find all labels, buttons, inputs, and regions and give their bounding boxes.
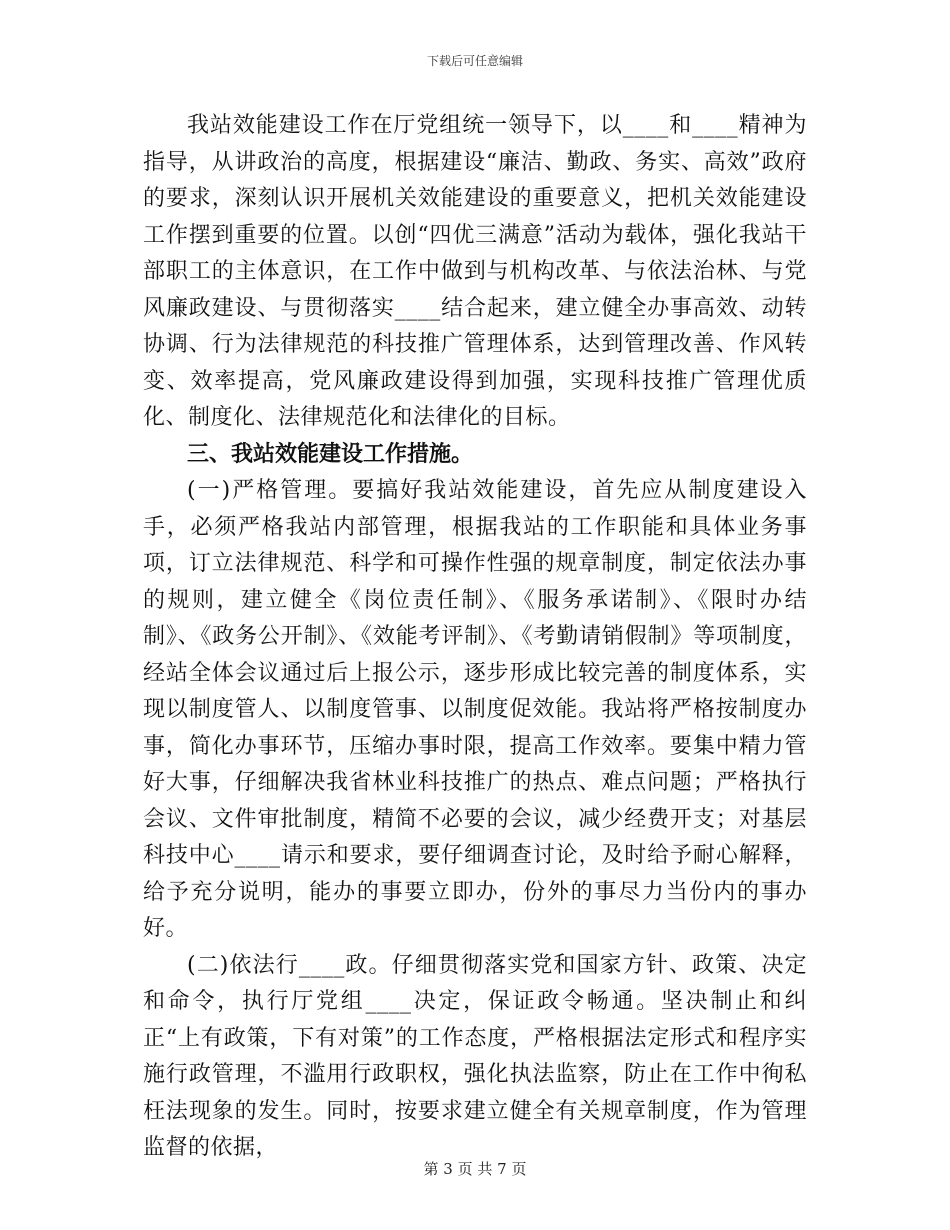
paragraph-efficiency-overview: 我站效能建设工作在厅党组统一领导下，以____和____精神为指导，从讲政治的高度，根据建设“廉洁、勤政、务实、高效”政府的要求，深刻认识开展机关效能建设的重要意义，把机关效能建设工作摆到重要的位置。以创“四优三满意”活动为载体，强化我站干部职工的主体意识，在工作中做到与机构改革、与依法治林、与党风廉政建设、与贯彻落实____结合起来，建立健全办事高效、动转协调、行为法律规范的科技推广管理体系，达到管理改善、作风转变、效率提高，党风廉政建设得到加强，实现科技推广管理优质化、制度化、法律规范化和法律化的目标。 [143,113,807,430]
section-heading-measures: 三、我站效能建设工作措施。 [187,441,474,467]
paragraph-strict-management: (一)严格管理。要搞好我站效能建设，首先应从制度建设入手，必须严格我站内部管理，根据我站的工作职能和具体业务事项，订立法律规范、科学和可操作性强的规章制度，制定依法办事的规则，建立健全《岗位责任制》、《服务承诺制》、《限时办结制》、《政务公开制》、《效能考评制》、《考勤请销假制》等项制度，经站全体会议通过后上报公示，逐步形成比较完善的制度体系，实现以制度管人、以制度管事、以制度促效能。我站将严格按制度办事，简化办事环节，压缩办事时限，提高工作效率。要集中精力管好大事，仔细解决我省林业科技推广的热点、难点问题；严格执行会议、文件审批制度，精简不必要的会议，减少经费开支；对基层科技中心____请示和要求，要仔细调查讨论，及时给予耐心解释，给予充分说明，能办的事要立即办，份外的事尽力当份内的事办好。 [143,478,807,941]
page-number-footer: 第 3 页 共 7 页 [423,1160,527,1178]
document-body [143,108,807,1167]
paragraph-lawful-administration: (二)依法行____政。仔细贯彻落实党和国家方针、政策、决定和命令，执行厅党组____决定，保证政令畅通。坚决制止和纠正“上有政策，下有对策”的工作态度，严格根据法定形式和程序实施行政管理，不滥用行政职权，强化执法监察，防止在工作中徇私枉法现象的发生。同时，按要求建立健全有关规章制度，作为管理监督的依据， [143,952,807,1160]
page-header-note: 下载后可任意编辑 [426,54,523,68]
